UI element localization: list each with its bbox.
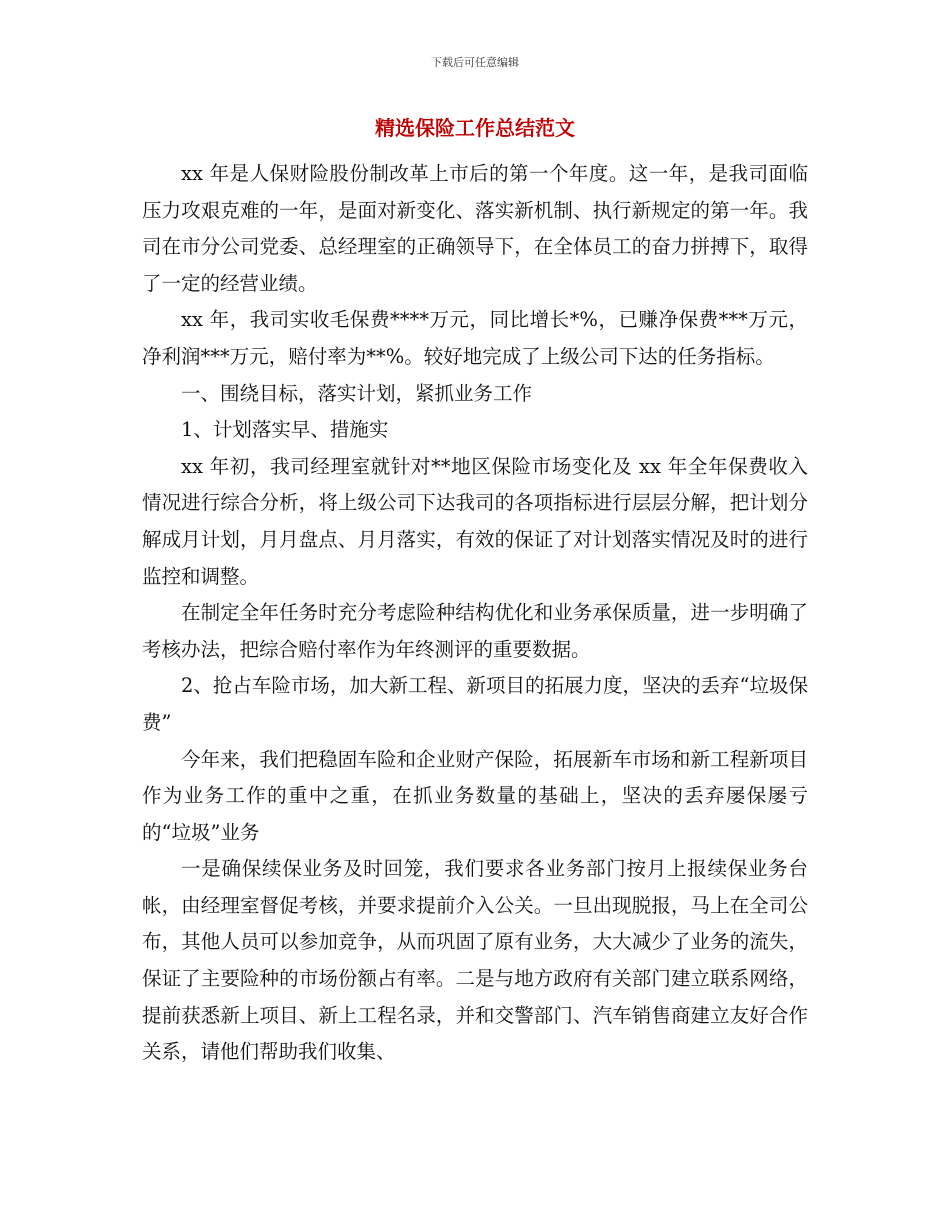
paragraph: 在制定全年任务时充分考虑险种结构优化和业务承保质量，进一步明确了考核办法，把综合赔付率作为年终测评的重要数据。 bbox=[142, 601, 808, 661]
header-note: 下载后可任意编辑 bbox=[431, 56, 519, 69]
paragraph: xx 年是人保财险股份制改革上市后的第一个年度。这一年，是我司面临压力攻艰克难的一年，是面对新变化、落实新机制、执行新规定的第一年。我司在市分公司党委、总经理室的正确领导下，在全体员工的奋力拼搏下，取得了一定的经营业绩。 bbox=[142, 162, 808, 295]
document-body bbox=[142, 156, 808, 1071]
paragraph: 今年来，我们把稳固车险和企业财产保险，拓展新车市场和新工程新项目作为业务工作的重中之重，在抓业务数量的基础上，坚决的丢弃屡保屡亏的“垃圾”业务 bbox=[142, 747, 808, 844]
paragraph: xx 年，我司实收毛保费****万元，同比增长*%，已赚净保费***万元，净利润***万元，赔付率为**%。较好地完成了上级公司下达的任务指标。 bbox=[142, 308, 808, 368]
subsection-heading: 2、抢占车险市场，加大新工程、新项目的拓展力度，坚决的丢弃“垃圾保费” bbox=[142, 674, 808, 734]
paragraph: 一是确保续保业务及时回笼，我们要求各业务部门按月上报续保业务台帐，由经理室督促考核，并要求提前介入公关。一旦出现脱报，马上在全司公布，其他人员可以参加竞争，从而巩固了原有业务，大大减少了业务的流失，保证了主要险种的市场份额占有率。二是与地方政府有关部门建立联系网络，提前获悉新上项目、新上工程名录，并和交警部门、汽车销售商建立友好合作关系，请他们帮助我们收集、 bbox=[142, 857, 808, 1064]
subsection-heading: 1、计划落实早、措施实 bbox=[181, 418, 389, 442]
document-title: 精选保险工作总结范文 bbox=[375, 116, 575, 140]
paragraph: xx 年初，我司经理室就针对**地区保险市场变化及 xx 年全年保费收入情况进行综合分析，将上级公司下达我司的各项指标进行层层分解，把计划分解成月计划，月月盘点、月月落实，有效的保证了对计划落实情况及时的进行监控和调整。 bbox=[142, 454, 808, 588]
section-heading: 一、围绕目标，落实计划，紧抓业务工作 bbox=[181, 381, 533, 405]
